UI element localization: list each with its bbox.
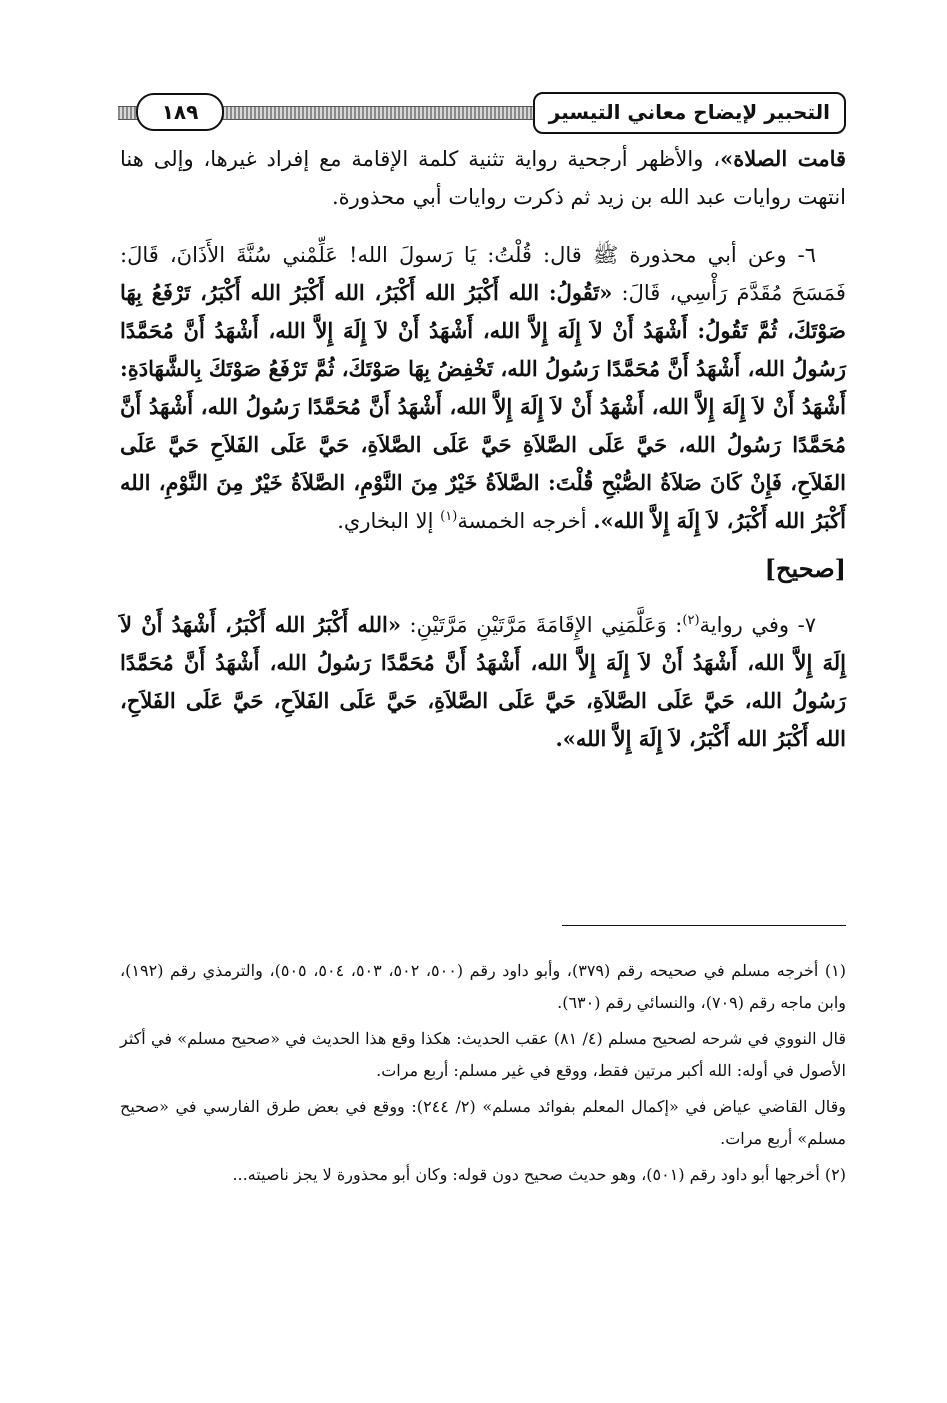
hadith-grade: [صحيح] xyxy=(764,554,846,583)
intro-paragraph xyxy=(120,140,846,216)
footnote-1-note-iyad: وقال القاضي عياض في «إكمال المعلم بفوائد مسلم» (٢/ ٢٤٤): ووقع في بعض طرق الفارسي في «صحيح مسلم» أربع مرات. xyxy=(120,1097,846,1148)
hadith-6-source: أخرجه الخمسة xyxy=(457,509,594,533)
footnote-1-note-nawawi: قال النووي في شرحه لصحيح مسلم (٤/ ٨١) عقب الحديث: هكذا وقع هذا الحديث في «صحيح مسلم» في أكثر الأصول في أوله: الله أكبر مرتين فقط، ووقع في غير مسلم: أربع مرات. xyxy=(120,1029,847,1080)
footnotes xyxy=(120,955,846,1195)
hadith-7-lead: ٧- وفي رواية xyxy=(699,613,816,637)
page-number: ١٨٩ xyxy=(136,93,224,131)
hadith-7-text: «الله أَكْبَرُ الله أَكْبَرُ، أَشْهَدُ أَنْ لاَ إِلَهَ إِلاَّ الله، أَشْهَدُ أَنْ لاَ إِلَهَ إِلاَّ الله، أَشْهَدُ أَنَّ مُحَمَّدًا رَسُولُ الله، أَشْهَدُ أَنَّ مُحَمَّدًا رَسُولُ الله، حَيَّ عَلَى الصَّلاَةِ، حَيَّ عَلَى الصَّلاَةِ، حَيَّ عَلَى الفَلاَحِ، حَيَّ عَلَى الفَلاَحِ، الله أَكْبَرُ الله أَكْبَرُ، لاَ إِلَهَ إِلاَّ الله». xyxy=(120,612,846,751)
hadith-7-paragraph xyxy=(120,606,846,758)
footnote-ref-1[interactable]: (١) xyxy=(440,509,458,524)
book-title: التحبير لإيضاح معاني التيسير xyxy=(533,92,846,134)
hadith-6-text: «تَقُولُ: الله أَكْبَرُ الله أَكْبَرُ، الله أَكْبَرُ الله أَكْبَرُ، تَرْفَعُ بِهَا صَوْتَكَ، ثُمَّ تَقُولُ: أَشْهَدُ أَنْ لاَ إِلَهَ إِلاَّ الله، أَشْهَدُ أَنْ لاَ إِلَهَ إِلاَّ الله، أَشْهَدُ أَنَّ مُحَمَّدًا رَسُولُ الله، أَشْهَدُ أَنَّ مُحَمَّدًا رَسُولُ الله، تَخْفِضُ بِهَا صَوْتَكَ، ثُمَّ تَرْفَعُ صَوْتَكَ بِالشَّهَادَةِ: أَشْهَدُ أَنْ لاَ إِلَهَ إِلاَّ الله، أَشْهَدُ أَنْ لاَ إِلَهَ إِلاَّ الله، أَشْهَدُ أَنَّ مُحَمَّدًا رَسُولُ الله، أَشْهَدُ أَنَّ مُحَمَّدًا رَسُولُ الله، حَيَّ عَلَى الصَّلاَةِ حَيَّ عَلَى الصَّلاَةِ، حَيَّ عَلَى الفَلاَحِ حَيَّ عَلَى الفَلاَحِ، فَإِنْ كَانَ صَلاَةُ الصُّبْحِ قُلْتَ: الصَّلاَةُ خَيْرٌ مِنَ النَّوْمِ، الصَّلاَةُ خَيْرٌ مِنَ النَّوْمِ، الله أَكْبَرُ الله أَكْبَرُ، لاَ إِلَهَ إِلاَّ الله». xyxy=(120,280,846,533)
footnote-2: (٢) أخرجها أبو داود رقم (٥٠١)، وهو حديث صحيح دون قوله: وكان أبو محذورة لا يجز ناصيته... xyxy=(232,1165,846,1184)
hadith-6-paragraph xyxy=(120,236,846,540)
main-text xyxy=(120,140,846,758)
page-header xyxy=(118,92,846,134)
hadith-7-mid: : وَعَلَّمَنِي الإِقَامَةَ مَرَّتَيْنِ مَرَّتَيْنِ: xyxy=(400,613,683,637)
intro-text: ، والأظهر أرجحية رواية تثنية كلمة الإقامة مع إفراد غيرها، وإلى هنا انتهت روايات عبد الله بن زيد ثم ذكرت روايات أبي محذورة. xyxy=(120,147,846,209)
hadith-6-source-end: إلا البخاري. xyxy=(337,509,441,533)
intro-bold-phrase: قامت الصلاة» xyxy=(720,146,847,171)
footnote-separator xyxy=(562,925,846,926)
footnote-ref-2[interactable]: (٢) xyxy=(682,613,700,628)
hadith-6-lead: ٦- وعن أبي محذورة ﷺ قال: قُلْتُ: يَا رَسولَ الله! عَلِّمْني سُنَّةَ الأَذَانَ، قَالَ: فَمَسَحَ مُقَدَّمَ رَأْسِي، قَالَ: xyxy=(120,243,846,305)
footnote-1: (١) أخرجه مسلم في صحيحه رقم (٣٧٩)، وأبو داود رقم (٥٠٠، ٥٠٢، ٥٠٣، ٥٠٤، ٥٠٥)، والترمذي رقم (١٩٢)، وابن ماجه رقم (٧٠٩)، والنسائي رقم (٦٣٠). xyxy=(120,961,847,1012)
